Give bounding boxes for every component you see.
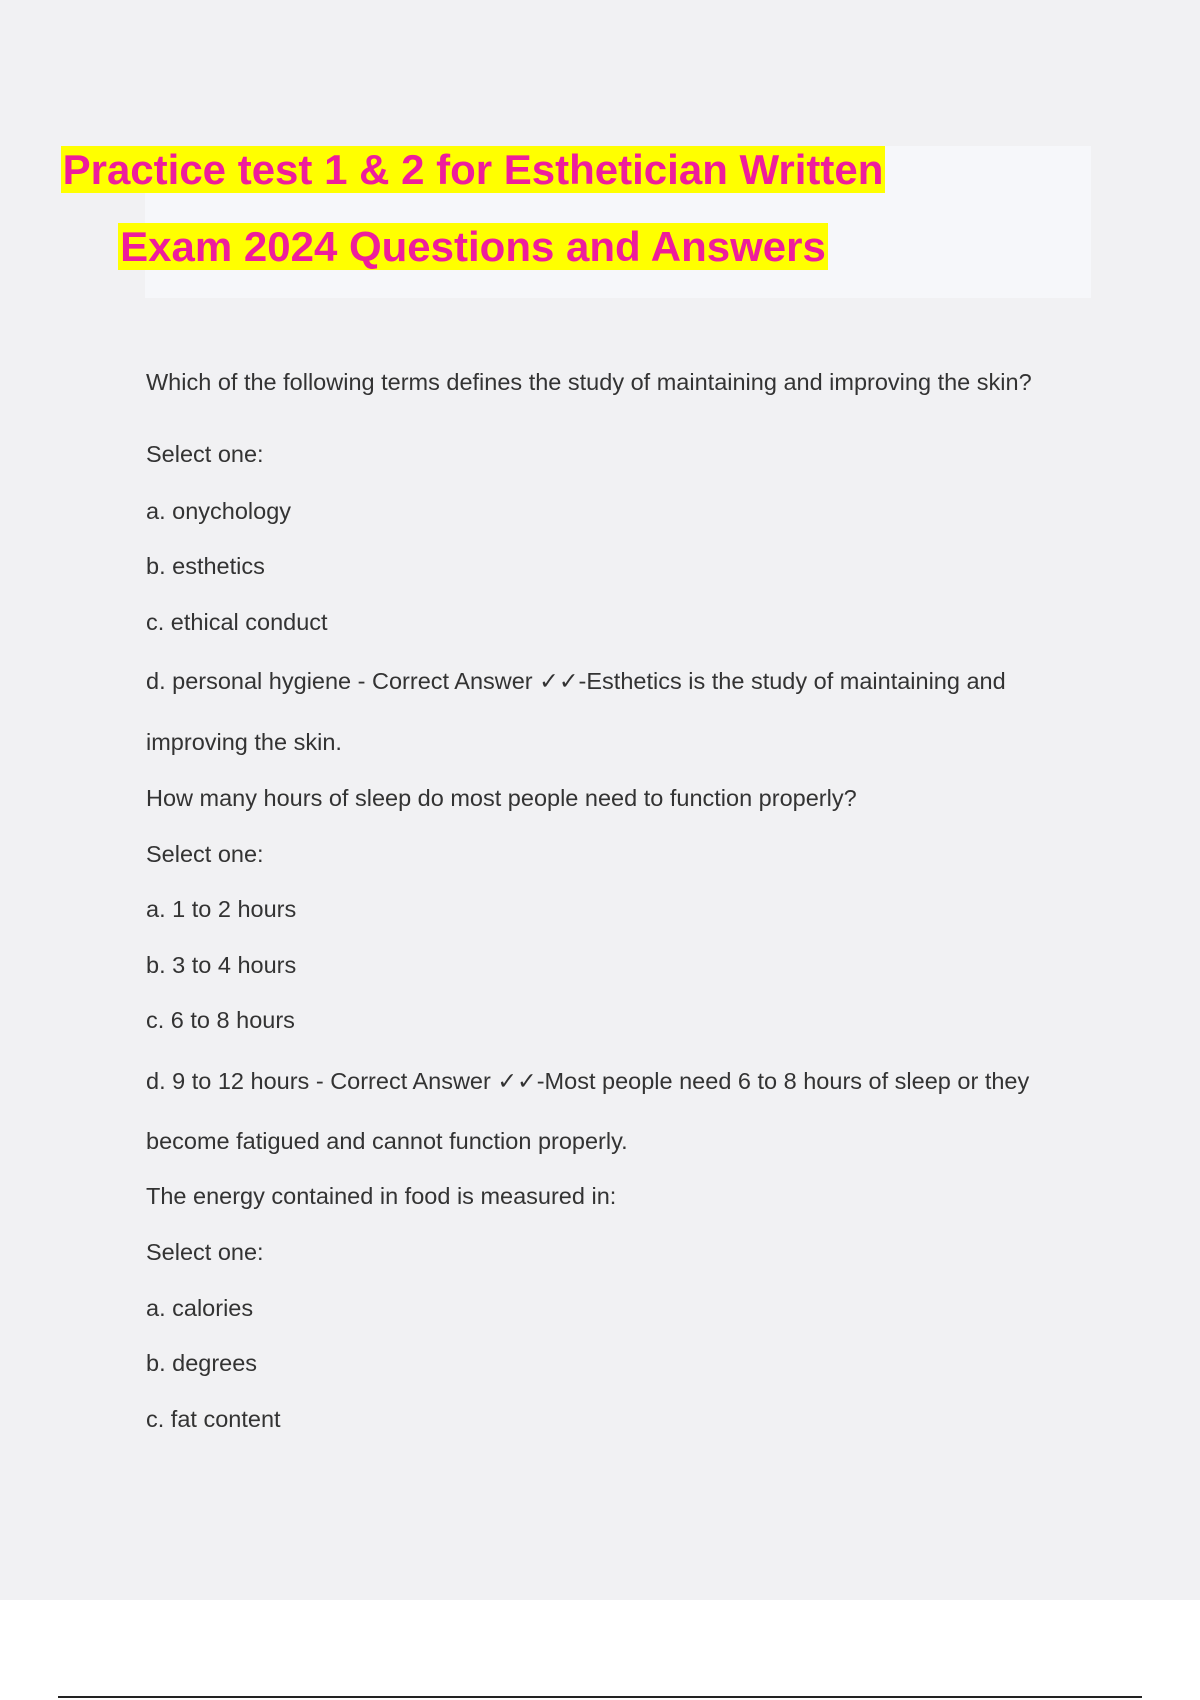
document-title-line-1 xyxy=(0,144,946,196)
question-1-answer-continued: improving the skin. xyxy=(146,729,342,755)
question-3-option-a: a. calories xyxy=(146,1295,254,1321)
question-2-answer-continued: become fatigued and cannot function properly. xyxy=(146,1128,628,1154)
question-3-option-b: b. degrees xyxy=(146,1350,258,1376)
question-3-option-c: c. fat content xyxy=(146,1406,281,1432)
question-1-select-prompt: Select one: xyxy=(146,441,264,467)
question-1-option-a: a. onychology xyxy=(146,498,292,524)
question-3-select-prompt: Select one: xyxy=(146,1239,264,1265)
title-highlight: Exam 2024 Questions and Answers xyxy=(120,223,826,270)
question-1-option-d-answer: d. personal hygiene - Correct Answer ✓✓-Esthetics is the study of maintaining and xyxy=(146,668,1006,694)
question-2-option-a: a. 1 to 2 hours xyxy=(146,896,297,922)
question-2-option-c: c. 6 to 8 hours xyxy=(146,1007,295,1033)
question-1-text: Which of the following terms defines the study of maintaining and improving the skin? xyxy=(146,369,1032,395)
question-2-text: How many hours of sleep do most people need to function properly? xyxy=(146,785,857,811)
question-2-option-b: b. 3 to 4 hours xyxy=(146,952,297,978)
bottom-divider xyxy=(58,1696,1142,1698)
question-1-option-c: c. ethical conduct xyxy=(146,609,328,635)
question-1-option-b: b. esthetics xyxy=(146,553,265,579)
document-title-line-2 xyxy=(0,221,946,273)
question-2-select-prompt: Select one: xyxy=(146,841,264,867)
title-highlight: Practice test 1 & 2 for Esthetician Written xyxy=(62,146,884,193)
question-2-option-d-answer: d. 9 to 12 hours - Correct Answer ✓✓-Most people need 6 to 8 hours of sleep or they xyxy=(146,1068,1030,1094)
question-3-text: The energy contained in food is measured in: xyxy=(146,1183,617,1209)
